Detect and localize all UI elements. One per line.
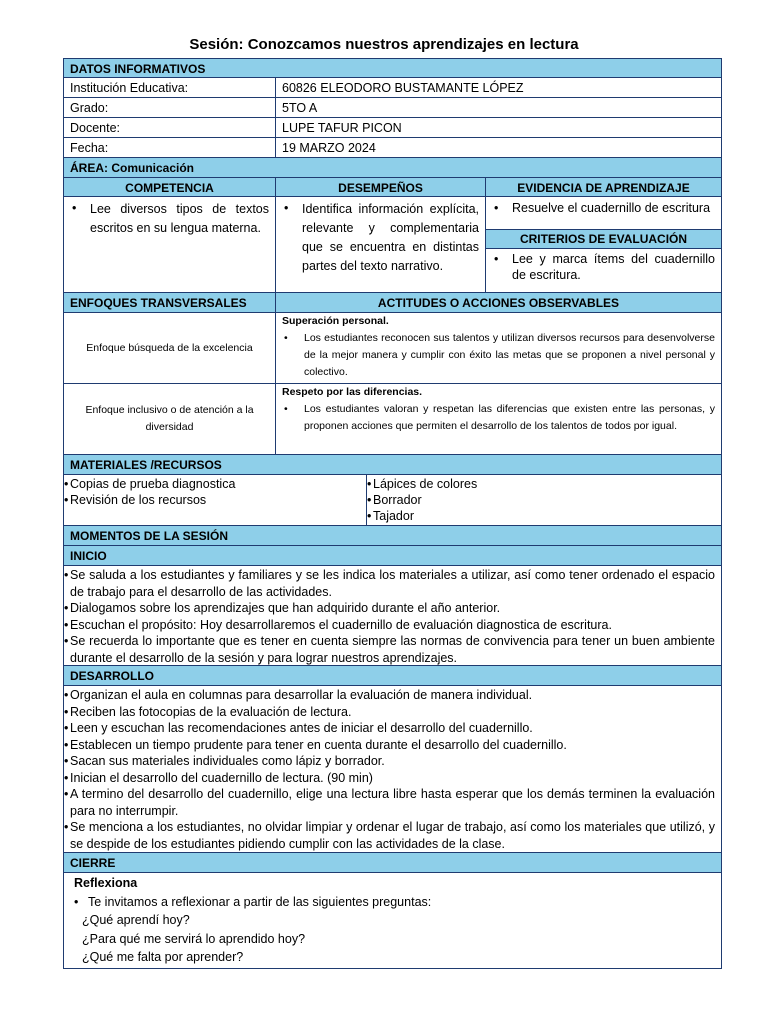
bullet-icon: • (284, 201, 289, 215)
bullet-icon: • (64, 787, 69, 801)
materiales-header: MATERIALES /RECURSOS (70, 458, 222, 472)
inicio-header: INICIO (70, 549, 107, 563)
pregunta: ¿Para qué me servirá lo aprendido hoy? (82, 931, 306, 946)
criterios-text: Lee y marca ítems del cuadernillo de escritura. (512, 252, 715, 282)
pregunta: ¿Qué me falta por aprender? (82, 950, 244, 964)
desarrollo-header: DESARROLLO (70, 669, 154, 683)
desarrollo-header-row (63, 666, 722, 686)
inicio-list (64, 566, 721, 665)
datos-row (63, 98, 722, 118)
cierre-header-row (63, 853, 722, 873)
area-row (63, 158, 722, 178)
enfoque-actitud (275, 384, 721, 454)
evidencia-cell (485, 197, 721, 292)
momentos-header: MOMENTOS DE LA SESIÓN (70, 529, 229, 543)
bullet-icon: • (367, 493, 372, 507)
cierre-row (63, 873, 722, 969)
desempeno-cell (275, 197, 485, 292)
bullet-icon: • (64, 770, 69, 785)
enfoque-row (63, 384, 722, 455)
list-item: • Se menciona a los estudiantes, no olvidar limpiar y ordenar el lugar de trabajo, así como los materiales que utilizó, y se despide de los estudiantes pidiendo cumplir con las actividades de la clase. (64, 820, 715, 851)
desarrollo-row (63, 686, 722, 853)
desempenos-header: DESEMPEÑOS (275, 178, 485, 196)
materiales-header-row (63, 455, 722, 475)
list-item: • Leen y escuchan las recomendaciones antes de iniciar el desarrollo del cuadernillo. (64, 721, 533, 735)
desarrollo-list (64, 686, 721, 852)
competencia-header: COMPETENCIA (125, 181, 214, 195)
list-item: • Se recuerda lo importante que es tener en cuenta siempre las normas de convivencia para tener un buen ambiente durante el desarrollo de la sesión y para lograr nuestros aprendizajes. (64, 634, 715, 665)
reflexiona-title: Reflexiona (74, 876, 138, 890)
bullet-icon: • (64, 721, 69, 735)
material-item: • Tajador (367, 509, 414, 523)
bullet-icon: • (284, 332, 288, 344)
competencia-header-row (63, 178, 722, 197)
datos-header-row (63, 58, 722, 78)
bullet-icon: • (494, 252, 499, 266)
cierre-intro: Te invitamos a reflexionar a partir de las siguientes preguntas: (88, 894, 432, 909)
datos-value: 60826 ELEODORO BUSTAMANTE LÓPEZ (275, 78, 721, 97)
bullet-icon: • (367, 477, 372, 491)
list-item: • Inician el desarrollo del cuadernillo de lectura. (90 min) (64, 770, 373, 785)
bullet-icon: • (64, 688, 69, 702)
evidencia-text: Resuelve el cuadernillo de escritura (512, 201, 711, 215)
list-item: • Organizan el aula en columnas para desarrollar la evaluación de manera individual. (64, 688, 533, 702)
criterios-header: CRITERIOS DE EVALUACIÓN (486, 229, 721, 249)
datos-value: 19 MARZO 2024 (275, 138, 721, 157)
material-item: • Copias de prueba diagnostica (64, 477, 236, 491)
bullet-icon: • (64, 737, 69, 752)
cierre-content (64, 873, 721, 968)
list-item: • Escuchan el propósito: Hoy desarrollaremos el cuadernillo de evaluación diagnostica de escritura. (64, 617, 612, 632)
bullet-icon: • (64, 601, 69, 615)
actitud-text: Los estudiantes valoran y respetan las diferencias que existen entre las personas, y proponen acciones que permiten el desarrollo de los talentos de todos por igual. (304, 403, 715, 432)
datos-row (63, 78, 722, 98)
cierre-header: CIERRE (70, 856, 116, 870)
materiales-left (64, 475, 366, 525)
enfoque-row (63, 313, 722, 384)
datos-label: Fecha: (70, 141, 109, 155)
actitud-title: Respeto por las diferencias. (282, 386, 423, 398)
page-title: Sesión: Conozcamos nuestros aprendizajes en lectura (189, 36, 579, 53)
enfoque-name: Enfoque inclusivo o de atención a la diversidad (85, 404, 254, 433)
enfoque-name: Enfoque búsqueda de la excelencia (86, 341, 253, 354)
evidencia-header: EVIDENCIA DE APRENDIZAJE (485, 178, 721, 196)
competencia-text: Lee diversos tipos de textos escritos en su lengua materna. (90, 202, 269, 235)
actitud-text: Los estudiantes reconocen sus talentos y utilizan diversos recursos para desenvolverse de la mejor manera y cumplir con éxito las metas que se proponen a nivel personal y colectivo. (304, 332, 715, 378)
materiales-right (366, 475, 721, 525)
material-item: • Revisión de los recursos (64, 493, 207, 507)
datos-label: Institución Educativa: (70, 81, 189, 95)
competencia-cell (64, 197, 275, 292)
material-item: • Borrador (367, 493, 422, 507)
materiales-row (63, 475, 722, 526)
list-item: • Establecen un tiempo prudente para tener en cuenta durante el desarrollo del cuadernillo. (64, 737, 567, 752)
list-item: • A termino del desarrollo del cuadernillo, elige una lectura libre hasta esperar que los demás terminen la evaluación para no interrumpir. (64, 787, 715, 818)
datos-value: 5TO A (275, 98, 721, 117)
bullet-icon: • (64, 493, 69, 507)
enfoque-actitud (275, 313, 721, 383)
datos-row (63, 118, 722, 138)
area-header: ÁREA: Comunicación (70, 161, 195, 175)
list-item: • Dialogamos sobre los aprendizajes que han adquirido durante el año anterior. (64, 601, 501, 615)
datos-row (63, 138, 722, 158)
inicio-row (63, 566, 722, 666)
enfoques-header: ENFOQUES TRANSVERSALES (70, 296, 247, 310)
bullet-icon: • (367, 509, 372, 523)
list-item: • Reciben las fotocopias de la evaluación de lectura. (64, 704, 352, 719)
actitudes-header: ACTITUDES O ACCIONES OBSERVABLES (275, 293, 721, 312)
bullet-icon: • (284, 403, 288, 415)
bullet-icon: • (64, 634, 69, 648)
bullet-icon: • (494, 201, 499, 215)
desempeno-text: Identifica información explícita, relevante y complementaria que se encuentra en distintas partes del texto narrativo. (302, 202, 479, 273)
bullet-icon: • (64, 568, 69, 582)
datos-value: LUPE TAFUR PICON (275, 118, 721, 137)
bullet-icon: • (64, 754, 69, 768)
bullet-icon: • (72, 201, 77, 215)
pregunta: ¿Qué aprendí hoy? (82, 913, 190, 927)
list-item: • Sacan sus materiales individuales como lápiz y borrador. (64, 754, 385, 768)
material-item: • Lápices de colores (367, 477, 478, 491)
bullet-icon: • (64, 704, 69, 719)
bullet-icon: • (74, 894, 79, 909)
competencia-content-row (63, 197, 722, 293)
cierre-intro-item (74, 893, 711, 912)
inicio-header-row (63, 546, 722, 566)
bullet-icon: • (64, 617, 69, 632)
session-table (63, 58, 722, 969)
bullet-icon: • (64, 820, 69, 834)
actitud-title: Superación personal. (282, 315, 389, 327)
list-item: • Se saluda a los estudiantes y familiares y se les indica los materiales a utilizar, así como tener ordenado el espacio de trabajo para el desarrollo de las actividades. (64, 568, 715, 599)
datos-label: Grado: (70, 101, 109, 115)
bullet-icon: • (64, 477, 69, 491)
momentos-header-row (63, 526, 722, 546)
datos-header: DATOS INFORMATIVOS (70, 62, 206, 76)
datos-label: Docente: (70, 121, 121, 135)
enfoques-header-row (63, 293, 722, 313)
